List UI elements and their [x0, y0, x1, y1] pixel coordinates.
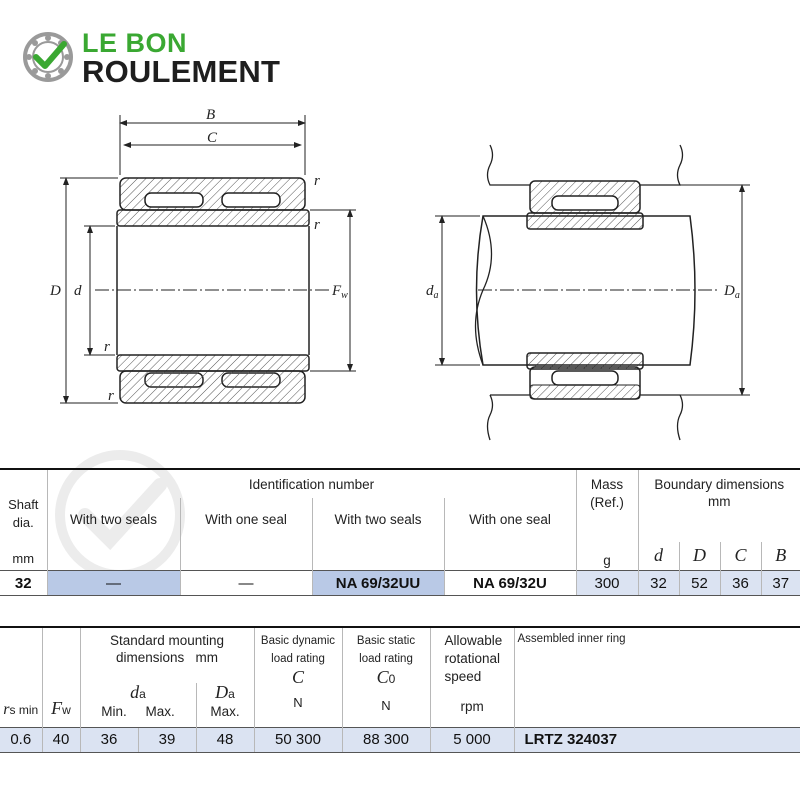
cell-speed: 5 000 [430, 727, 514, 752]
cell-C: 36 [720, 571, 761, 596]
label-r-top: r [314, 173, 320, 189]
cell-mass: 300 [576, 571, 638, 596]
header-std-mount: Standard mounting dimensions mm [80, 627, 254, 683]
shaft-dia-label: Shaft dia. [8, 497, 39, 530]
cell-D: 52 [679, 571, 720, 596]
table-row [0, 571, 800, 596]
cell-C: 50 300 [254, 727, 342, 752]
label-r-bottom: r [108, 388, 114, 404]
cell-B: 37 [761, 571, 800, 596]
identification-table [0, 468, 800, 596]
mass-unit: g [603, 553, 611, 568]
label-D: D [50, 283, 61, 299]
header-one-seal-b: With one seal [444, 498, 576, 542]
header-dim-D: D [679, 542, 720, 571]
cell-one-seal-a: — [180, 571, 312, 596]
header-fw: Fw [42, 627, 80, 727]
header-boundary [638, 469, 800, 542]
header-shaft-dia [0, 469, 47, 571]
cell-inner-ring: LRTZ 324037 [514, 727, 800, 752]
header-dim-C: C [720, 542, 761, 571]
cell-C0: 88 300 [342, 727, 430, 752]
cell-d: 32 [638, 571, 679, 596]
logo-text-bottom: ROULEMENT [82, 54, 281, 89]
mounting-table [0, 626, 800, 753]
header-Da: Da Max. [196, 683, 254, 727]
header-identification: Identification number [47, 469, 576, 498]
shaft-unit: mm [12, 551, 35, 566]
brand-logo [22, 26, 302, 90]
cell-da-max: 39 [138, 727, 196, 752]
cell-shaft: 32 [0, 571, 47, 596]
label-Da: $D_a$ [724, 283, 740, 301]
cell-one-seal-b: NA 69/32U [444, 571, 576, 596]
std-mount-label: Standard mounting [109, 633, 225, 648]
cell-two-seals-a: — [47, 571, 180, 596]
header-two-seals-a: With two seals [47, 498, 180, 542]
label-r-low: r [104, 339, 110, 355]
right-mounted-section [435, 145, 750, 440]
header-static: Basic static load rating C0 N [342, 627, 430, 727]
cell-da-min: 36 [80, 727, 138, 752]
header-two-seals-b: With two seals [312, 498, 444, 542]
cell-rs: 0.6 [0, 727, 42, 752]
boundary-unit: mm [708, 494, 731, 509]
cell-fw: 40 [42, 727, 80, 752]
header-one-seal-a: With one seal [180, 498, 312, 542]
cell-two-seals-b: NA 69/32UU [312, 571, 444, 596]
boundary-label: Boundary dimensions [654, 477, 785, 492]
table-row [0, 727, 800, 752]
label-B: B [206, 107, 216, 123]
header-inner-ring: Assembled inner ring [514, 627, 800, 727]
header-speed: Allowable rotational speed rpm [430, 627, 514, 727]
label-C: C [207, 130, 218, 146]
label-Fw: $F_w$ [332, 283, 348, 301]
header-rs-min: rs min [3, 700, 39, 718]
header-mass [576, 469, 638, 571]
label-r-mid: r [314, 217, 320, 233]
left-bearing-section [60, 115, 356, 403]
logo-text-top: LE BON [82, 28, 188, 58]
header-dim-B: B [761, 542, 800, 571]
header-dynamic: Basic dynamic load rating C N [254, 627, 342, 727]
bearing-drawing [0, 95, 800, 455]
bearing-check-icon [22, 30, 76, 84]
header-da: da Min. Max. [80, 683, 196, 727]
mass-label: Mass (Ref.) [590, 477, 624, 510]
label-da: $d_a$ [426, 283, 439, 301]
header-dim-d: d [638, 542, 679, 571]
cell-Da-max: 48 [196, 727, 254, 752]
label-d: d [74, 283, 82, 299]
